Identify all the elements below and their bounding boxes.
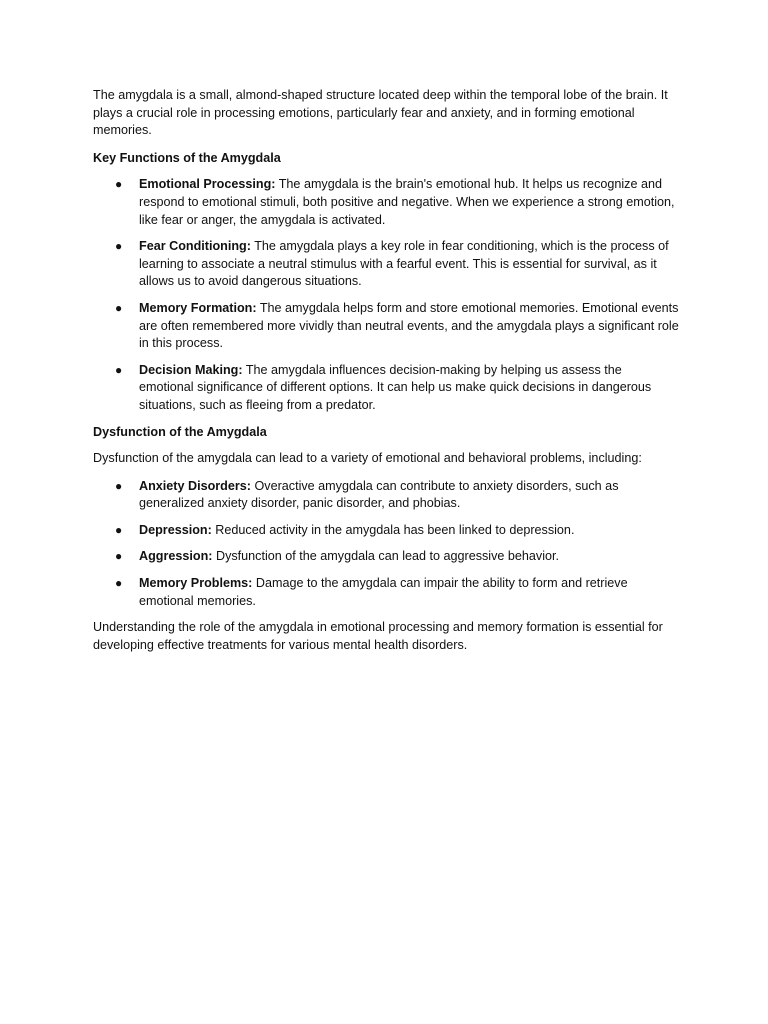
list-item: [93, 362, 679, 415]
list-item-term: Memory Formation:: [139, 300, 257, 315]
bullet-icon: ●: [115, 478, 123, 493]
list-item: [93, 300, 679, 353]
functions-heading: Key Functions of the Amygdala: [93, 150, 281, 165]
bullet-icon: ●: [115, 522, 123, 537]
list-item-text: Overactive amygdala can contribute to anxiety disorders, such as generalized anxiety disorder, panic disorder, and phobias.: [139, 478, 619, 511]
list-item: [93, 575, 679, 610]
intro-paragraph: The amygdala is a small, almond-shaped structure located deep within the temporal lobe of the brain. It plays a crucial role in processing emotions, particularly fear and anxiety, and in forming emotional memories.: [93, 88, 668, 138]
list-item-text: The amygdala influences decision-making by helping us assess the emotional significance of different options. It can help us make quick decisions in dangerous situations, such as fleeing from a predator.: [139, 362, 652, 412]
list-item-text: Reduced activity in the amygdala has been linked to depression.: [211, 522, 575, 537]
list-item-term: Memory Problems:: [139, 576, 253, 591]
list-item-text: Damage to the amygdala can impair the ability to form and retrieve emotional memories.: [139, 576, 628, 608]
list-item: [93, 522, 679, 540]
list-item-text: The amygdala helps form and store emotional memories. Emotional events are often remembered more vividly than neutral events, and the amygdala plays a significant role in this process.: [139, 300, 679, 351]
bullet-icon: ●: [115, 549, 123, 564]
document-page: [93, 87, 679, 664]
list-item: [93, 548, 679, 566]
list-item-text: The amygdala is the brain's emotional hub. It helps us recognize and respond to emotional stimuli, both positive and negative. When we experience a strong emotion, like fear or anger, the amygdala is activated.: [139, 177, 675, 227]
list-item-text: The amygdala plays a key role in fear conditioning, which is the process of learning to associate a neutral stimulus with a fearful event. This is essential for survival, as it allows us to avoid dangerous situations.: [139, 239, 669, 289]
list-item: [93, 176, 679, 229]
list-item-term: Depression:: [139, 522, 212, 537]
bullet-icon: ●: [115, 177, 123, 192]
list-item: [93, 478, 679, 513]
bullet-icon: ●: [115, 576, 123, 591]
list-item-term: Aggression:: [139, 549, 213, 564]
dysfunction-list: [93, 478, 679, 611]
dysfunction-lead-paragraph: Dysfunction of the amygdala can lead to a variety of emotional and behavioral problems, including:: [93, 451, 642, 466]
list-item: [93, 238, 679, 291]
bullet-icon: ●: [115, 300, 123, 315]
functions-list: [93, 176, 679, 414]
bullet-icon: ●: [115, 362, 123, 377]
list-item-term: Emotional Processing:: [139, 177, 276, 192]
dysfunction-heading: Dysfunction of the Amygdala: [93, 424, 267, 439]
list-item-term: Fear Conditioning:: [139, 239, 251, 254]
list-item-term: Decision Making:: [139, 362, 243, 377]
conclusion-paragraph: Understanding the role of the amygdala in emotional processing and memory formation is essential for developing effective treatments for various mental health disorders.: [93, 620, 663, 652]
bullet-icon: ●: [115, 239, 123, 254]
list-item-term: Anxiety Disorders:: [139, 478, 251, 493]
list-item-text: Dysfunction of the amygdala can lead to aggressive behavior.: [212, 549, 560, 564]
